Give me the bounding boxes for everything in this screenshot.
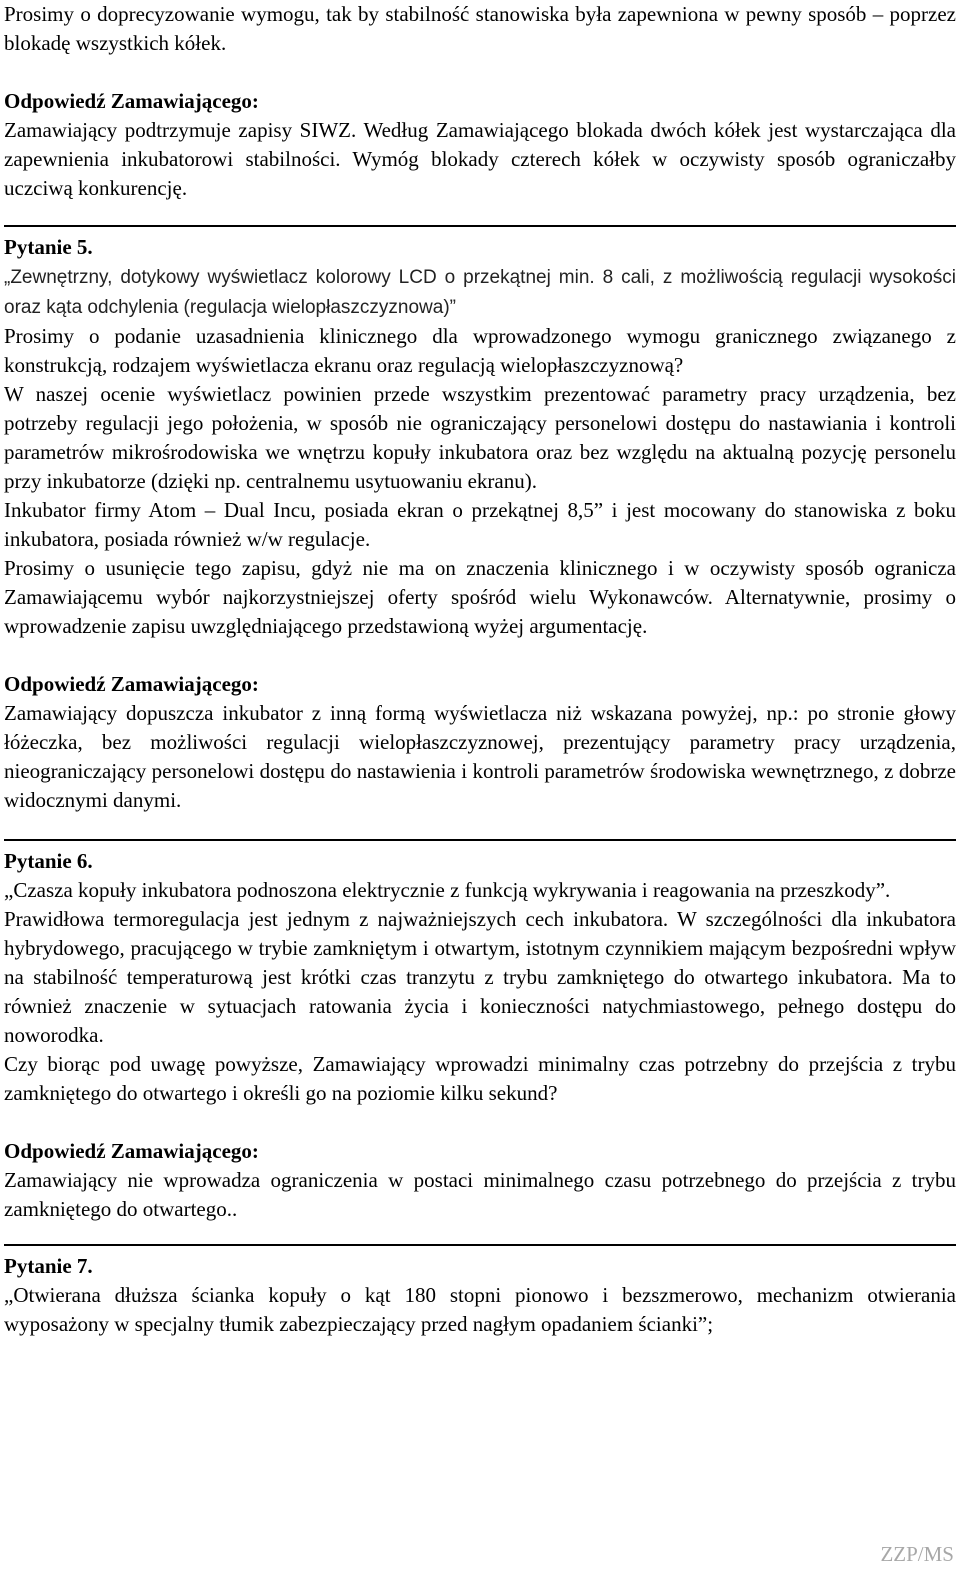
q7-quote: „Otwierana dłuższa ścianka kopuły o kąt 180 stopni pionowo i bezszmerowo, mechanizm otwierania wyposażony w specjalny tłumik zabezpieczający przed nagłym opadaniem ścianki”; [4, 1283, 956, 1336]
intro-answer-label: Odpowiedź Zamawiającego: [4, 89, 259, 113]
intro-answer: Zamawiający podtrzymuje zapisy SIWZ. Według Zamawiającego blokada dwóch kółek jest wystarczająca dla zapewnienia inkubatorowi stabilności. Wymóg blokady czterech kółek w oczywisty sposób ograniczałby uczciwą konkurencję. [4, 118, 956, 200]
q5-answer: Zamawiający dopuszcza inkubator z inną formą wyświetlacza niż wskazana powyżej, np.: po stronie głowy łóżeczka, bez możliwości regulacji wielopłaszczyznowej, prezentujący parametry pracy urządzenia, nieograniczający personelowi dostępu do nastawienia i kontroli parametrów środowiska wewnętrznego, z dobrze widocznymi danymi. [4, 701, 956, 812]
section-divider [4, 839, 956, 841]
q5-quote-part-b: 8 cali, z możliwością regulacji wysokości oraz kąta odchylenia (regulacja wielopłaszczyznowa)” [4, 267, 956, 318]
q6-heading: Pytanie 6. [4, 849, 93, 873]
section-divider [4, 1244, 956, 1246]
q5-paragraph-1: Prosimy o podanie uzasadnienia klinicznego dla wprowadzonego wymogu granicznego związanego z konstrukcją, rodzajem wyświetlacza ekranu oraz regulacją wielopłaszczyznową? [4, 324, 956, 377]
q6-paragraph-1: Prawidłowa termoregulacja jest jednym z najważniejszych cech inkubatora. W szczególności dla inkubatora hybrydowego, pracującego w trybie zamkniętym i otwartym, istotnym czynnikiem mającym bezpośredni wpływ na stabilność temperaturową jest krótki czas tranzytu z trybu zamkniętego do otwartego inkubatora. Ma to również znaczenie w sytuacjach ratowania życia i konieczności natychmiastowego, pełnego dostępu do noworodka. [4, 907, 956, 1047]
section-divider [4, 225, 956, 227]
q6-quote: „Czasza kopuły inkubatora podnoszona elektrycznie z funkcją wykrywania i reagowania na przeszkody”. [4, 878, 891, 902]
q5-quote-part-a: „Zewnętrzny, dotykowy wyświetlacz kolorowy LCD o przekątnej min. [4, 267, 595, 288]
q5-quote [4, 262, 956, 322]
q5-paragraph-3: Inkubator firmy Atom – Dual Incu, posiada ekran o przekątnej 8,5” i jest mocowany do stanowiska z boku inkubatora, posiada również w/w regulacje. [4, 498, 956, 551]
q6-answer: Zamawiający nie wprowadza ograniczenia w postaci minimalnego czasu potrzebnego do przejścia z trybu zamkniętego do otwartego.. [4, 1168, 956, 1221]
document-page [4, 0, 956, 1339]
q5-paragraph-2: W naszej ocenie wyświetlacz powinien przede wszystkim prezentować parametry pracy urządzenia, bez potrzeby regulacji jego położenia, w sposób nie ograniczający personelowi dostępu do nastawiania i kontroli parametrów mikrośrodowiska we wnętrzu kopuły inkubatora oraz bez względu na aktualną pozycję personelu przy inkubatorze (dzięki np. centralnemu usytuowaniu ekranu). [4, 382, 956, 493]
footer-mark: ZZP/MS [880, 1542, 954, 1566]
intro-question-tail: Prosimy o doprecyzowanie wymogu, tak by stabilność stanowiska była zapewniona w pewny sposób – poprzez blokadę wszystkich kółek. [4, 2, 956, 55]
q7-heading: Pytanie 7. [4, 1254, 93, 1278]
q6-answer-label: Odpowiedź Zamawiającego: [4, 1139, 259, 1163]
q5-answer-label: Odpowiedź Zamawiającego: [4, 672, 259, 696]
q6-paragraph-2: Czy biorąc pod uwagę powyższe, Zamawiający wprowadzi minimalny czas potrzebny do przejścia z trybu zamkniętego do otwartego i określi go na poziomie kilku sekund? [4, 1052, 956, 1105]
q5-paragraph-4: Prosimy o usunięcie tego zapisu, gdyż nie ma on znaczenia klinicznego i w oczywisty sposób ogranicza Zamawiającemu wybór najkorzystniejszej oferty spośród wielu Wykonawców. Alternatywnie, prosimy o wprowadzenie zapisu uwzględniającego przedstawioną wyżej argumentację. [4, 556, 956, 638]
q5-heading: Pytanie 5. [4, 235, 93, 259]
